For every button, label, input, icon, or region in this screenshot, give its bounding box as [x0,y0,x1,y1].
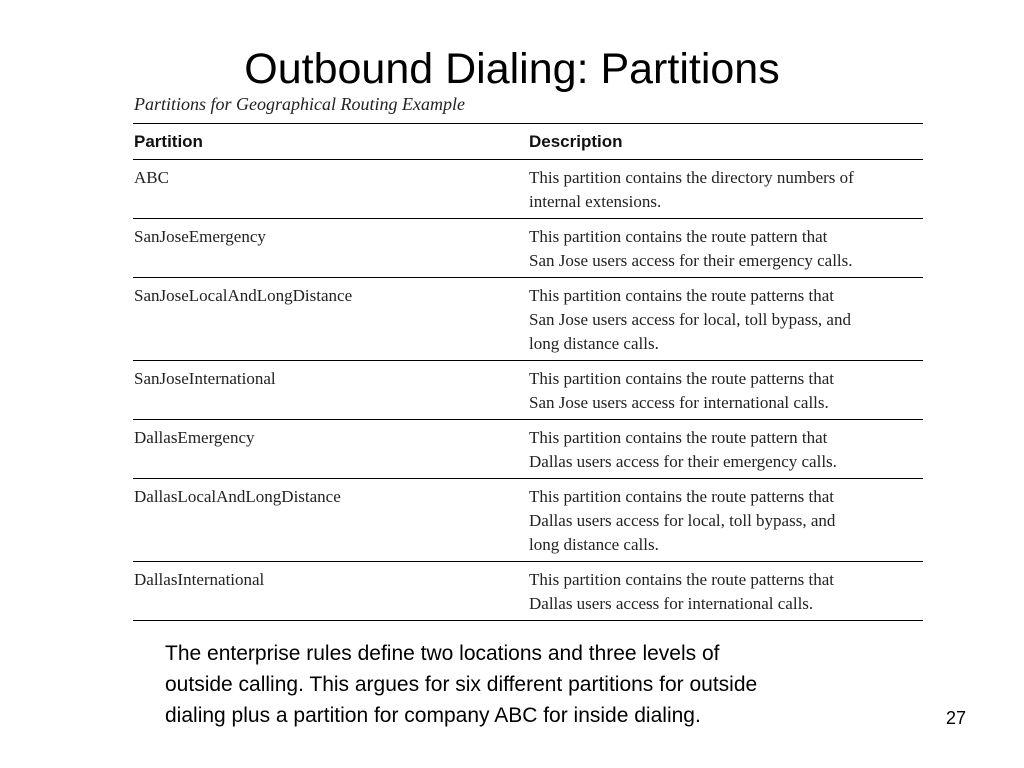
description-cell [529,485,923,557]
description-line: long distance calls. [529,334,659,353]
table-header-row [133,124,923,160]
slide-title: Outbound Dialing: Partitions [244,45,780,93]
header-description: Description [529,131,623,151]
description-line: This partition contains the directory numbers of [529,168,854,187]
description-cell [529,426,923,474]
partition-cell: SanJoseEmergency [134,227,266,246]
table-row [133,361,923,420]
table-row [133,219,923,278]
description-line: San Jose users access for their emergency calls. [529,251,853,270]
partition-cell: SanJoseInternational [134,369,276,388]
table-caption: Partitions for Geographical Routing Example [134,94,465,114]
description-cell [529,166,923,214]
description-line: This partition contains the route patterns that [529,286,834,305]
table-row [133,420,923,479]
description-line: San Jose users access for local, toll bypass, and [529,310,851,329]
partition-cell: ABC [134,168,169,187]
table-row [133,479,923,562]
header-partition: Partition [134,131,203,151]
description-cell [529,225,923,273]
description-cell [529,284,923,356]
footer-line: dialing plus a partition for company ABC for inside dialing. [165,704,701,727]
partition-cell: DallasInternational [134,570,265,589]
description-cell [529,568,923,616]
table-row [133,562,923,621]
description-line: internal extensions. [529,192,662,211]
description-line: Dallas users access for their emergency calls. [529,452,837,471]
table-row [133,278,923,361]
description-line: This partition contains the route patterns that [529,570,834,589]
partition-cell: SanJoseLocalAndLongDistance [134,286,353,305]
description-line: This partition contains the route pattern that [529,227,828,246]
partition-cell: DallasLocalAndLongDistance [134,487,341,506]
description-line: This partition contains the route pattern that [529,428,828,447]
partitions-table [133,123,923,621]
table-row [133,160,923,219]
footer-line: The enterprise rules define two locations and three levels of [165,642,720,665]
partition-cell: DallasEmergency [134,428,255,447]
description-line: San Jose users access for international calls. [529,393,829,412]
description-line: long distance calls. [529,535,659,554]
footer-explanation [165,638,925,731]
page-number: 27 [945,708,967,728]
description-line: This partition contains the route patterns that [529,487,834,506]
description-line: This partition contains the route patterns that [529,369,834,388]
description-cell [529,367,923,415]
footer-line: outside calling. This argues for six different partitions for outside [165,673,758,696]
description-line: Dallas users access for local, toll bypass, and [529,511,836,530]
description-line: Dallas users access for international calls. [529,594,814,613]
